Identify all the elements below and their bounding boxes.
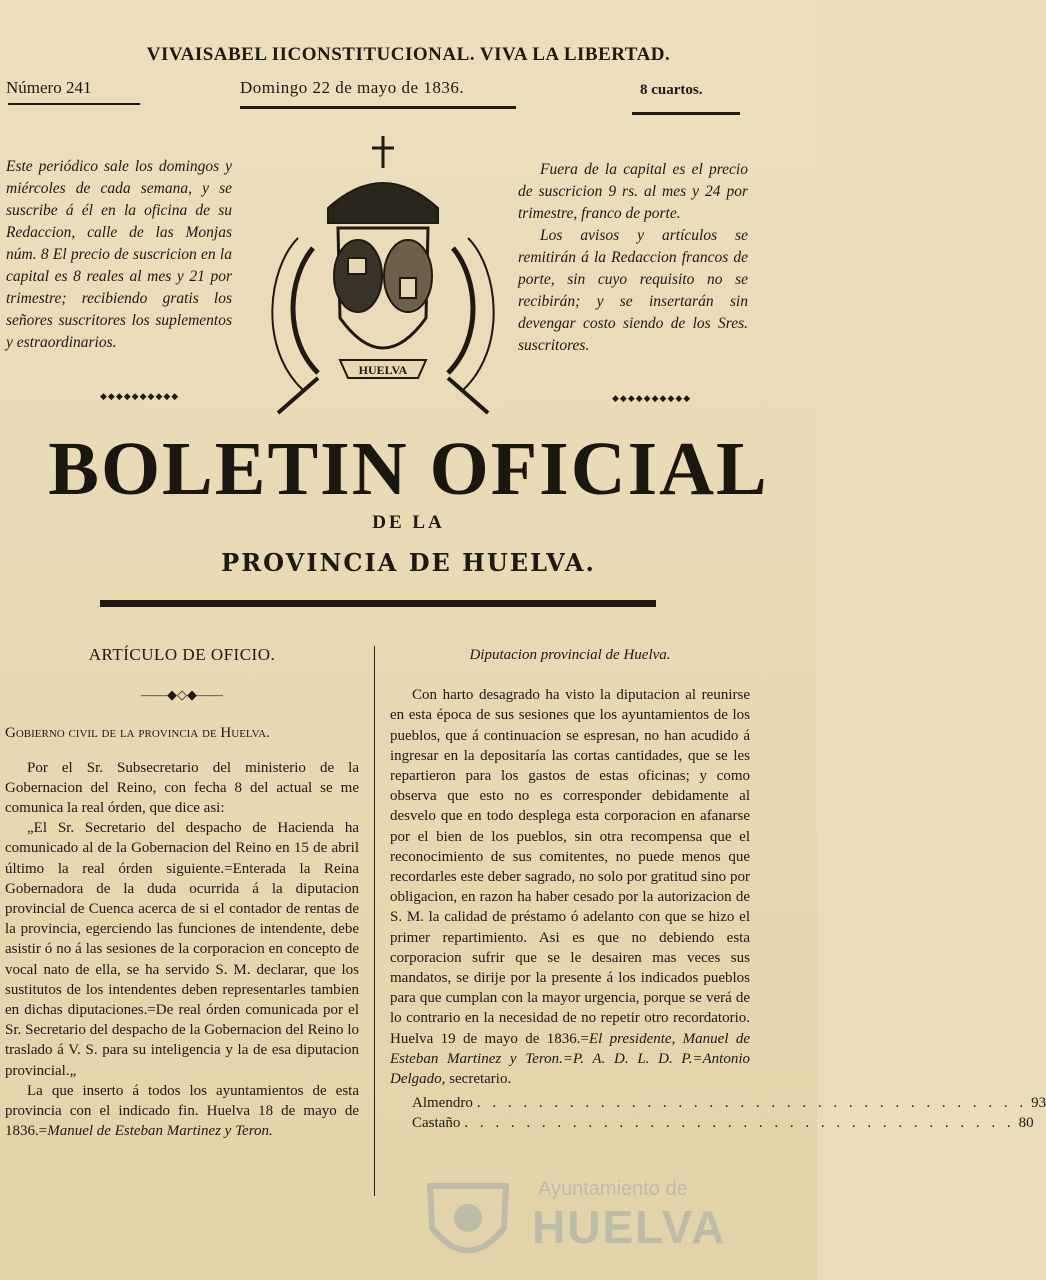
column-divider [374,646,375,1196]
watermark-title: HUELVA [532,1201,727,1253]
title-sub: DE LA [372,512,445,533]
masthead-rule-left [8,103,140,105]
article-paragraph [390,685,750,1089]
article-text: Con harto desagrado ha visto la diputacion al reunirse en esta época de sus sesiones que los ayuntamientos de los pueblos, que á continuacion se espresan, no han acudido á ingresar en la depositaría las cortas cantidades, que se les repartieron para los gastos de estas oficinas; y como observa que esto no es corresponder debidamente al desvelo que en todo desplega esta corporacion en afanarse por el bien de los pueblos, sin otra recompensa que el reconocimiento de sus comitentes, no puede menos que recordarles este deber sagrado, no solo por gratitud sino por obligacion, en razon ha haber cesado por la autorizacion de S. M. la calidad de préstamo ó adelanto con que se hizo el primer repartimiento. Asi es que no debiendo esta corporacion sufrir que se le desairen mas veces sus mandatos, se dirije por la presente á los indicados pueblos para que cumplan con la mayor urgencia, porque se verá de lo contrario en la necesidad de no repetir otro recordatorio. Huelva 19 de mayo de 1836.= [390,687,750,1047]
masthead-rule-right [632,112,740,115]
article-paragraph: Por el Sr. Subsecretario del ministerio de la Gobernacion del Reino, con fecha 8 del actual se me comunica la real órden, que dice asi: [5,759,359,817]
article-paragraph: „El Sr. Secretario del despacho de Hacienda ha comunicado al de la Gobernacion del Reino en 15 de abril último la real órden siguiente.=Enterada la Reina Gobernadora de la duda ocurrida á la diputacion provincial de Cuenca acerca de si el contador de rentas de la provincia, egerciendo las funciones de intendente, debe asistir ó no á las sesiones de la corporacion en concepto de vocal nato de ella, se ha servido S. M. declarar, que los sustitutos de los intendentes deben representarles tambien en dichas diputaciones.=De real órden comunicada por el Sr. Secretario del despacho de la Gobernacion del Reino lo traslado á V. S. para su inteligencia y la de esa diputacion provincial.„ [5,820,359,1079]
town-amount: 93 [1031,1095,1046,1112]
title-province: PROVINCIA DE HUELVA. [221,548,596,577]
debtor-list [390,1093,1046,1133]
subscription-info-right [518,159,748,357]
town-name: Almendro [412,1095,473,1112]
ornament-dots-right: ◆◆◆◆◆◆◆◆◆◆ [612,393,692,403]
ornament-divider: ——◆◇◆—— [141,687,223,703]
title-rule [100,600,656,607]
list-item: Almendro . . . . . . . . . . . . . . . . . . . . . . . . . . . . . . . . . . . . 93 [390,1093,750,1113]
ornament-dots-left: ◆◆◆◆◆◆◆◆◆◆ [100,391,180,401]
remote-price-text: Fuera de la capital es el precio de suscricion 9 rs. al mes y 24 por trimestre, franco de porte. [518,161,748,222]
coat-of-arms-icon [258,128,508,418]
masthead-motto: VIVAISABEL IICONSTITUCIONAL. VIVA LA LIBERTAD. [146,44,671,65]
masthead-rule-center [240,106,516,109]
list-item: Castaño . . . . . . . . . . . . . . . . . . . . . . . . . . . . . . . . . . . . 80 [390,1113,750,1133]
issue-price: 8 cuartos. [640,82,703,98]
issue-date: Domingo 22 de mayo de 1836. [240,78,465,97]
left-column [5,645,359,1141]
watermark-text: Ayuntamiento de [538,1178,688,1200]
signature: El presidente, Manuel de Esteban Martinez y Teron.=P. A. D. L. D. P.=Antonio Delgado, [390,1030,751,1088]
right-column [390,645,1046,1134]
town-amount: 80 [1018,1115,1034,1132]
notices-text: Los avisos y artículos se remitirán á la Redaccion francos de porte, sin cuyo requisito no se recibirán; y se insertarán sin devengar costo siendo de los Sres. suscritores. [518,227,748,354]
crest-ribbon-label: HUELVA [358,363,408,377]
left-column-heading: ARTÍCULO DE OFICIO. [88,645,276,664]
section-title: Gobierno civil de la provincia de Huelva. [5,725,270,742]
issue-number: Número 241 [6,78,92,97]
town-name: Castaño [412,1115,461,1132]
article-paragraph [5,1081,359,1142]
signature-role: secretario. [449,1071,512,1088]
right-column-heading: Diputacion provincial de Huelva. [469,647,671,663]
article-text: La que inserto á todos los ayuntamientos de esta provincia con el indicado fin. Huelva 18 de mayo de 1836.= [5,1082,359,1140]
signature: Manuel de Esteban Martinez y Teron. [47,1123,273,1140]
archive-watermark [420,1172,750,1272]
shield-icon [420,1178,516,1270]
newspaper-title: BOLETIN OFICIAL [48,427,769,511]
subscription-info-left: Este periódico sale los domingos y miércoles de cada semana, y se suscribe á él en la oficina de su Redaccion, calle de las Monjas núm. 8 El precio de suscricion en la capital es 8 reales al mes y 21 por trimestre; recibiendo gratis los señores suscritores los suplementos y estraordinarios. [6,158,232,351]
